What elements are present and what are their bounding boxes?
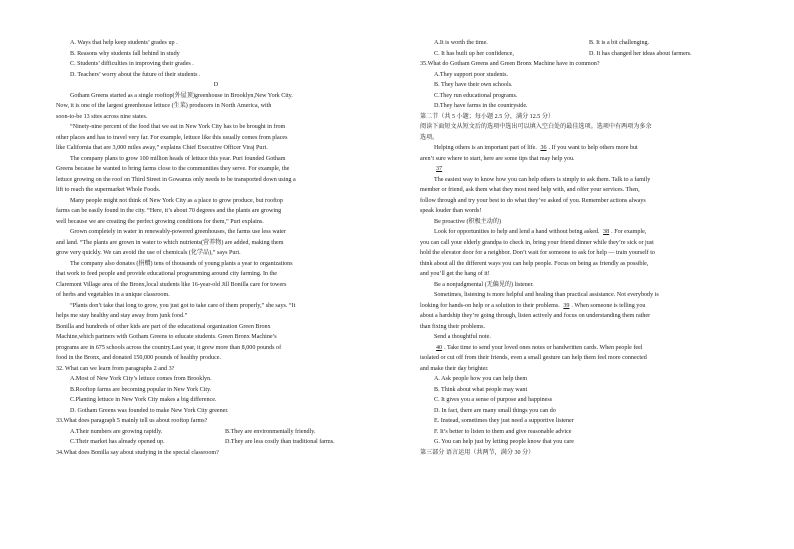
passage-line: other places and has to travel very far. For example, lettuce like this usually comes from places bbox=[56, 134, 288, 141]
paragraph-line: looking for hands-on help or a solution to their problems. 39 . When someone is telling you bbox=[420, 302, 646, 309]
paragraph-line: follow through and try your best to do what they’ve asked of you. Remember actions always bbox=[420, 197, 646, 204]
q33-option-a: A.Their numbers are growing rapidly. bbox=[70, 428, 163, 435]
intro-line: aren’t sure where to start, here are some tips that may help you. bbox=[420, 155, 575, 162]
q34-option-a: A.It is worth the time. bbox=[434, 40, 488, 46]
passage-line: well because we are creating the perfect growing conditions for them,” Puri explains. bbox=[56, 218, 264, 225]
paragraph-line: member or friend, ask them what they most need help with, and offer your services. Then, bbox=[420, 187, 640, 193]
passage-line: Claremont Village area of the Bronx,local students like 16-year-old Jill Bonilla care for towers bbox=[56, 281, 287, 288]
q32-stem: 32. What can we learn from paragraphs 2 and 3? bbox=[56, 365, 175, 372]
paragraph-line: than fixing their problems. bbox=[420, 323, 485, 330]
q35-option-a: A.They support poor students. bbox=[434, 71, 508, 78]
passage-line: “Plants don’t take that long to grow, you just got to take care of them properly,” she says. “It bbox=[70, 302, 296, 309]
q32-option-c: C.Planting lettuce in New York City makes a big difference. bbox=[70, 397, 217, 403]
passage-line: “Ninety-nine percent of the food that we eat in New York City has to be brought in from bbox=[70, 124, 286, 130]
q35-option-b: B. They have their own schools. bbox=[434, 82, 513, 88]
section2-heading: 第二节（共 5 小题；每小题 2.5 分，满分 12.5 分） bbox=[420, 113, 555, 120]
blank-39: 39 bbox=[563, 302, 570, 309]
part3-heading: 第三部分 语言运用（共两节，满分 30 分） bbox=[420, 449, 535, 456]
passage-line: like California that are 3,000 miles away,” explains Chief Executive Officer Viraj Puri. bbox=[56, 145, 268, 151]
passage-line: lettuce growing on the roof on Third Street in Gowanus only needs to be transported down using a bbox=[56, 176, 296, 183]
paragraph-line: about a hardship they’re going through, listen actively and focus on understanding them rather bbox=[420, 313, 651, 319]
q33-option-d: D.They are less costly than traditional farms. bbox=[225, 439, 335, 445]
q35-stem: 35.What do Gotham Greens and Green Bronx Machine have in common? bbox=[420, 61, 600, 67]
paragraph-line: Sometimes, listening is more helpful and healing than practical assistance. Not everybody is bbox=[434, 292, 659, 298]
passage-line: Many people might not think of New York City as a place to grow produce, but rooftop bbox=[70, 197, 283, 204]
passage-line: Machine,which partners with Gotham Greens to educate students. Green Bronx Machine’s bbox=[56, 334, 277, 340]
section2-option-g: G. You can help just by letting people know that you care bbox=[434, 439, 574, 445]
left-column bbox=[56, 38, 376, 458]
passage-line: soon-to-be 13 sites across nine states. bbox=[56, 113, 148, 120]
q31-option-a: A. Ways that help keep students’ grades up . bbox=[70, 40, 178, 46]
q34-option-d: D. It has changed her ideas about farmers. bbox=[589, 50, 692, 57]
paragraph-line: and make their day brighter. bbox=[420, 365, 489, 372]
paragraph-line: speak louder than words! bbox=[420, 208, 482, 214]
q34-options-row-1 bbox=[420, 38, 754, 49]
passage-line: farms can be easily found in the city. “Here, it’s about 70 degrees and the plants are growing bbox=[56, 208, 282, 214]
paragraph-line: think about all the different ways you can help people. Focus on being as friendly as possible, bbox=[420, 260, 649, 267]
q34-option-c: C. It has built up her confidence, bbox=[434, 50, 514, 57]
q35-option-c: C.They run educational programs. bbox=[434, 92, 518, 99]
tip-heading: Be proactive (积极主动的) bbox=[434, 218, 502, 225]
q33-options-row-2 bbox=[56, 437, 376, 448]
passage-letter: D bbox=[213, 82, 219, 88]
q33-option-b: B.They are environmentally friendly. bbox=[225, 428, 316, 435]
blank-36: 36 bbox=[540, 145, 547, 151]
passage-line: that work to feed people and provide educational programming around city farming. In the bbox=[56, 271, 277, 277]
q31-option-b: B. Reasons why students fall behind in study bbox=[70, 50, 180, 57]
section2-option-f: F. It’s better to listen to them and give reasonable advice bbox=[434, 428, 572, 435]
section2-option-c: C. It gives you a sense of purpose and happiness bbox=[434, 397, 553, 403]
passage-line: of herbs and vegetables in a unique classroom. bbox=[56, 292, 170, 298]
blank-38: 38 bbox=[603, 229, 610, 235]
passage-line: grow very quickly. We can avoid the use of chemicals (化学品),” says Puri. bbox=[56, 250, 241, 256]
q34-option-b: B. It is a bit challenging. bbox=[589, 40, 650, 46]
section2-instructions: 阅读下面短文从短文后的选项中选出可以填入空白处的最佳选项。选项中有两项为多余 bbox=[420, 124, 652, 130]
q32-option-d: D. Gotham Greens was founded to make New York City greener. bbox=[70, 407, 229, 414]
passage-line: Grown completely in water in renewably-powered greenhouses, the farms use less water bbox=[70, 229, 286, 235]
paragraph-line: The easiest way to know how you can help others is simply to ask them. Talk to a family bbox=[434, 176, 651, 183]
q34-stem: 34.What does Bonilla say about studying in the special classroom? bbox=[56, 449, 219, 456]
passage-line: programs are in 675 schools across the country.Last year, it grew more than 8,000 pounds of bbox=[56, 344, 282, 351]
blank-37-line bbox=[420, 164, 754, 175]
passage-line: Greens because he wanted to bring farms close to the communities they serve. For example, the bbox=[56, 166, 290, 172]
paragraph-line: and you’ll get the hang of it! bbox=[420, 271, 490, 277]
section2-option-b: B. Think about what people may want bbox=[434, 386, 528, 393]
passage-line: and land. “The plants are grown in water to which nutrients(营养物) are added, making them bbox=[56, 239, 284, 246]
q33-option-c: C.Their market has already opened up. bbox=[70, 439, 165, 445]
q35-option-d: D.They have farms in the countryside. bbox=[434, 103, 528, 109]
passage-line: Gotham Greens started as a single rooftop(外屋顶)greenhouse in Brooklyn,New York City. bbox=[70, 92, 293, 99]
q34-options-row-2 bbox=[420, 49, 754, 60]
tip-heading: Send a thoughtful note. bbox=[434, 334, 491, 340]
paragraph-line: 40 . Take time to send your loved ones notes or handwritten cards. When people feel bbox=[436, 344, 643, 351]
passage-line: food in the Bronx, and donated 150,000 pounds of healthy produce. bbox=[56, 355, 222, 361]
paragraph-line: isolated or cut off from their friends, even a small gesture can help them feel more connected bbox=[420, 355, 647, 361]
q32-option-a: A.Most of New York City’s lettuce comes from Brooklyn. bbox=[70, 376, 212, 382]
q33-options-row-1 bbox=[56, 427, 376, 438]
intro-line: Helping others is an important part of life. 36 . If you want to help others more but bbox=[434, 145, 638, 151]
tip-heading: Be a nonjudgmental (无偏见的) listener. bbox=[434, 281, 534, 288]
blank-40: 40 bbox=[436, 344, 443, 351]
passage-line: The company plans to grow 100 million heads of lettuce this year. Puri founded Gotham bbox=[70, 155, 286, 162]
passage-line: helps me stay healthy and stay away from junk food.” bbox=[56, 313, 188, 319]
passage-line: The company also donates (捐赠) tens of thousands of young plants a year to organizations bbox=[70, 260, 293, 267]
paragraph-line: you can call your elderly grandpa to check in, bring your friend dinner while they’re sick or just bbox=[420, 239, 654, 246]
q32-option-b: B.Rooftop farms are becoming popular in New York City. bbox=[70, 386, 212, 393]
passage-line: Now, it is one of the largest greenhouse lettuce (生菜) producers in North America, with bbox=[56, 103, 272, 109]
right-column bbox=[420, 38, 754, 458]
passage-line: lift to reach the supermarket Whole Foods. bbox=[56, 187, 161, 193]
section2-option-d: D. In fact, there are many small things you can do bbox=[434, 407, 556, 414]
q31-option-c: C. Students’ difficulties in improving their grades . bbox=[70, 61, 194, 67]
section2-option-a: A. Ask people how you can help them bbox=[434, 376, 528, 382]
section2-option-e: E. Instead, sometimes they just need a supportive listener bbox=[434, 418, 574, 424]
paragraph-line: hold the elevator door for a neighbor. Don’t wait for someone to ask for help — train yourself to bbox=[420, 250, 655, 256]
section2-instructions: 选项。 bbox=[420, 134, 439, 141]
q31-option-d: D. Teachers’ worry about the future of their students . bbox=[70, 71, 201, 78]
q33-stem: 33.What does paragraph 5 mainly tell us about rooftop farms? bbox=[56, 418, 208, 424]
passage-line: Bonilla and hundreds of other kids are part of the educational organization Green Bronx bbox=[56, 323, 271, 330]
paragraph-line: Look for opportunities to help and lend a hand without being asked. 38 . For example, bbox=[434, 229, 647, 235]
blank-37: 37 bbox=[436, 166, 443, 172]
